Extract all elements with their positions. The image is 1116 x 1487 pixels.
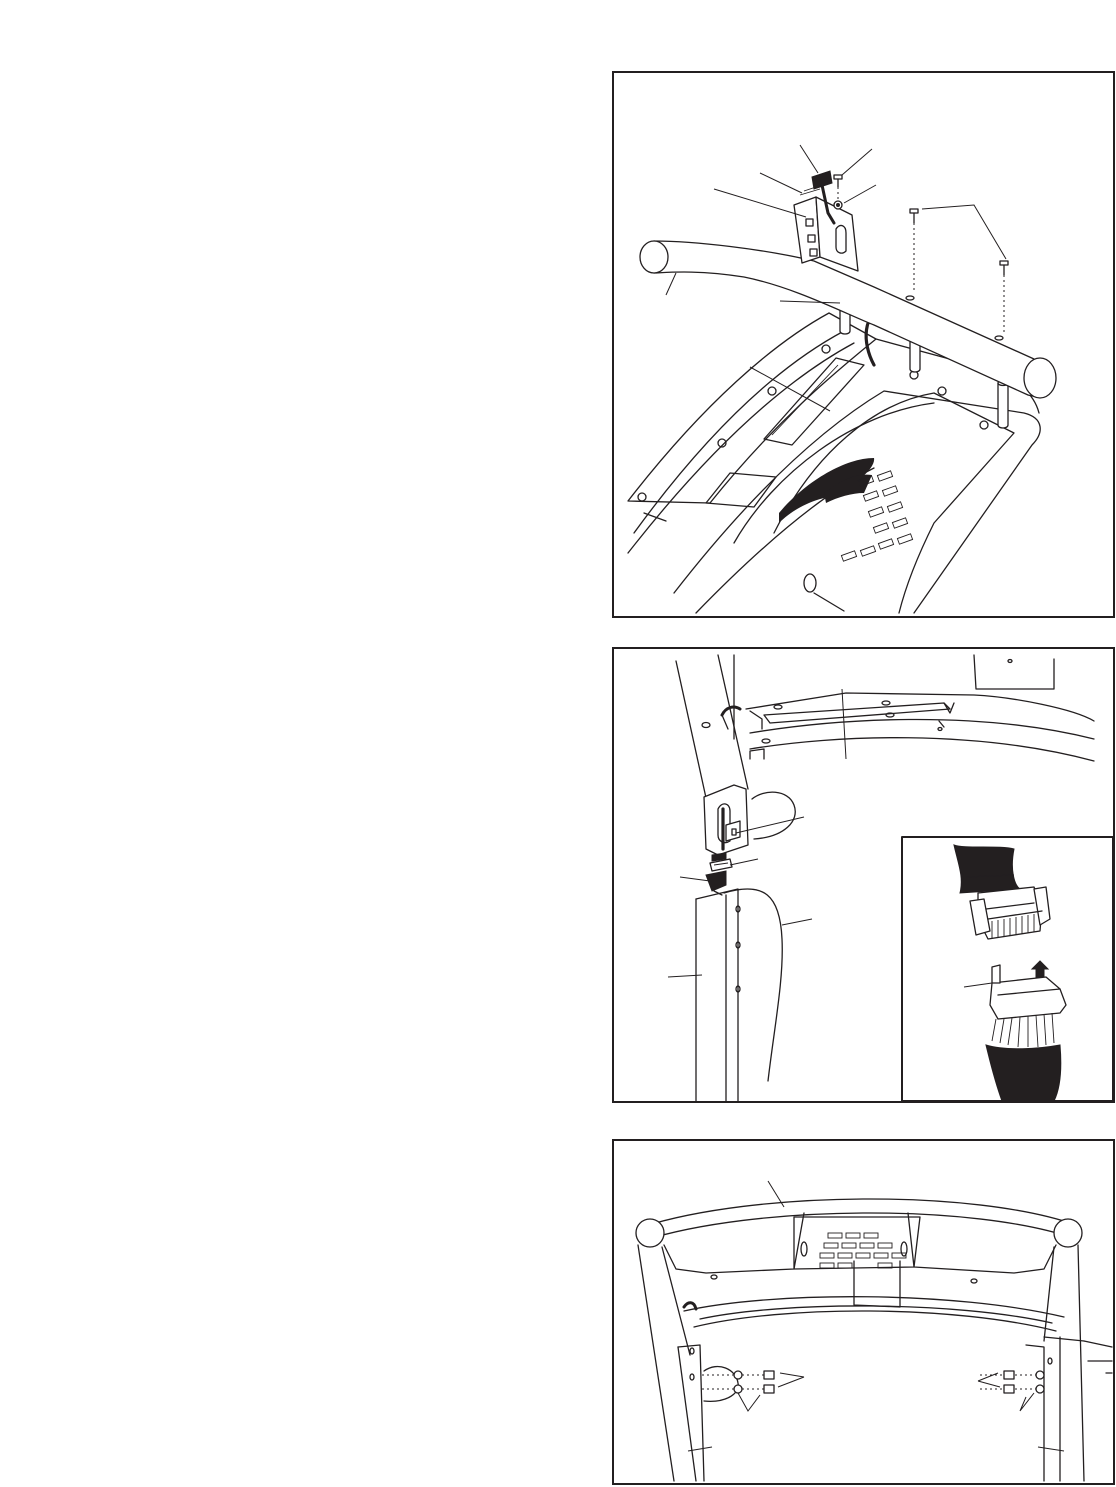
right-bolts-washers: [978, 1371, 1044, 1411]
lower-connector: [706, 871, 726, 895]
upright: [696, 889, 740, 1101]
arrow-up: [1032, 961, 1048, 979]
inset-leader: [964, 983, 992, 987]
right-upright: [1026, 1245, 1112, 1481]
upright-assembly-drawing: [614, 1141, 1113, 1483]
wire: [724, 889, 782, 1081]
wire-connector-figure: [612, 647, 1115, 1103]
wire-connector-drawing: [614, 649, 1113, 1101]
upright-top: [676, 655, 748, 807]
left-bolts-washers: [702, 1371, 804, 1411]
console-base-top: [734, 655, 1094, 761]
upper-connector: [710, 853, 732, 871]
inset-upper-connector: [954, 845, 1050, 939]
callout-leaders: [688, 1181, 1064, 1451]
handrail-end: [752, 792, 795, 839]
bracket: [704, 785, 748, 855]
inset-lower-connector: [986, 965, 1066, 1101]
left-upright: [638, 1245, 738, 1481]
screw-and-washer: [834, 175, 842, 209]
upright-assembly-figure: [612, 1139, 1115, 1485]
handrail-assembly-drawing: [614, 73, 1113, 616]
handrail-assembly-figure: [612, 71, 1115, 618]
console-frame: [642, 1199, 1076, 1331]
console-vent-slots: [820, 1233, 906, 1268]
